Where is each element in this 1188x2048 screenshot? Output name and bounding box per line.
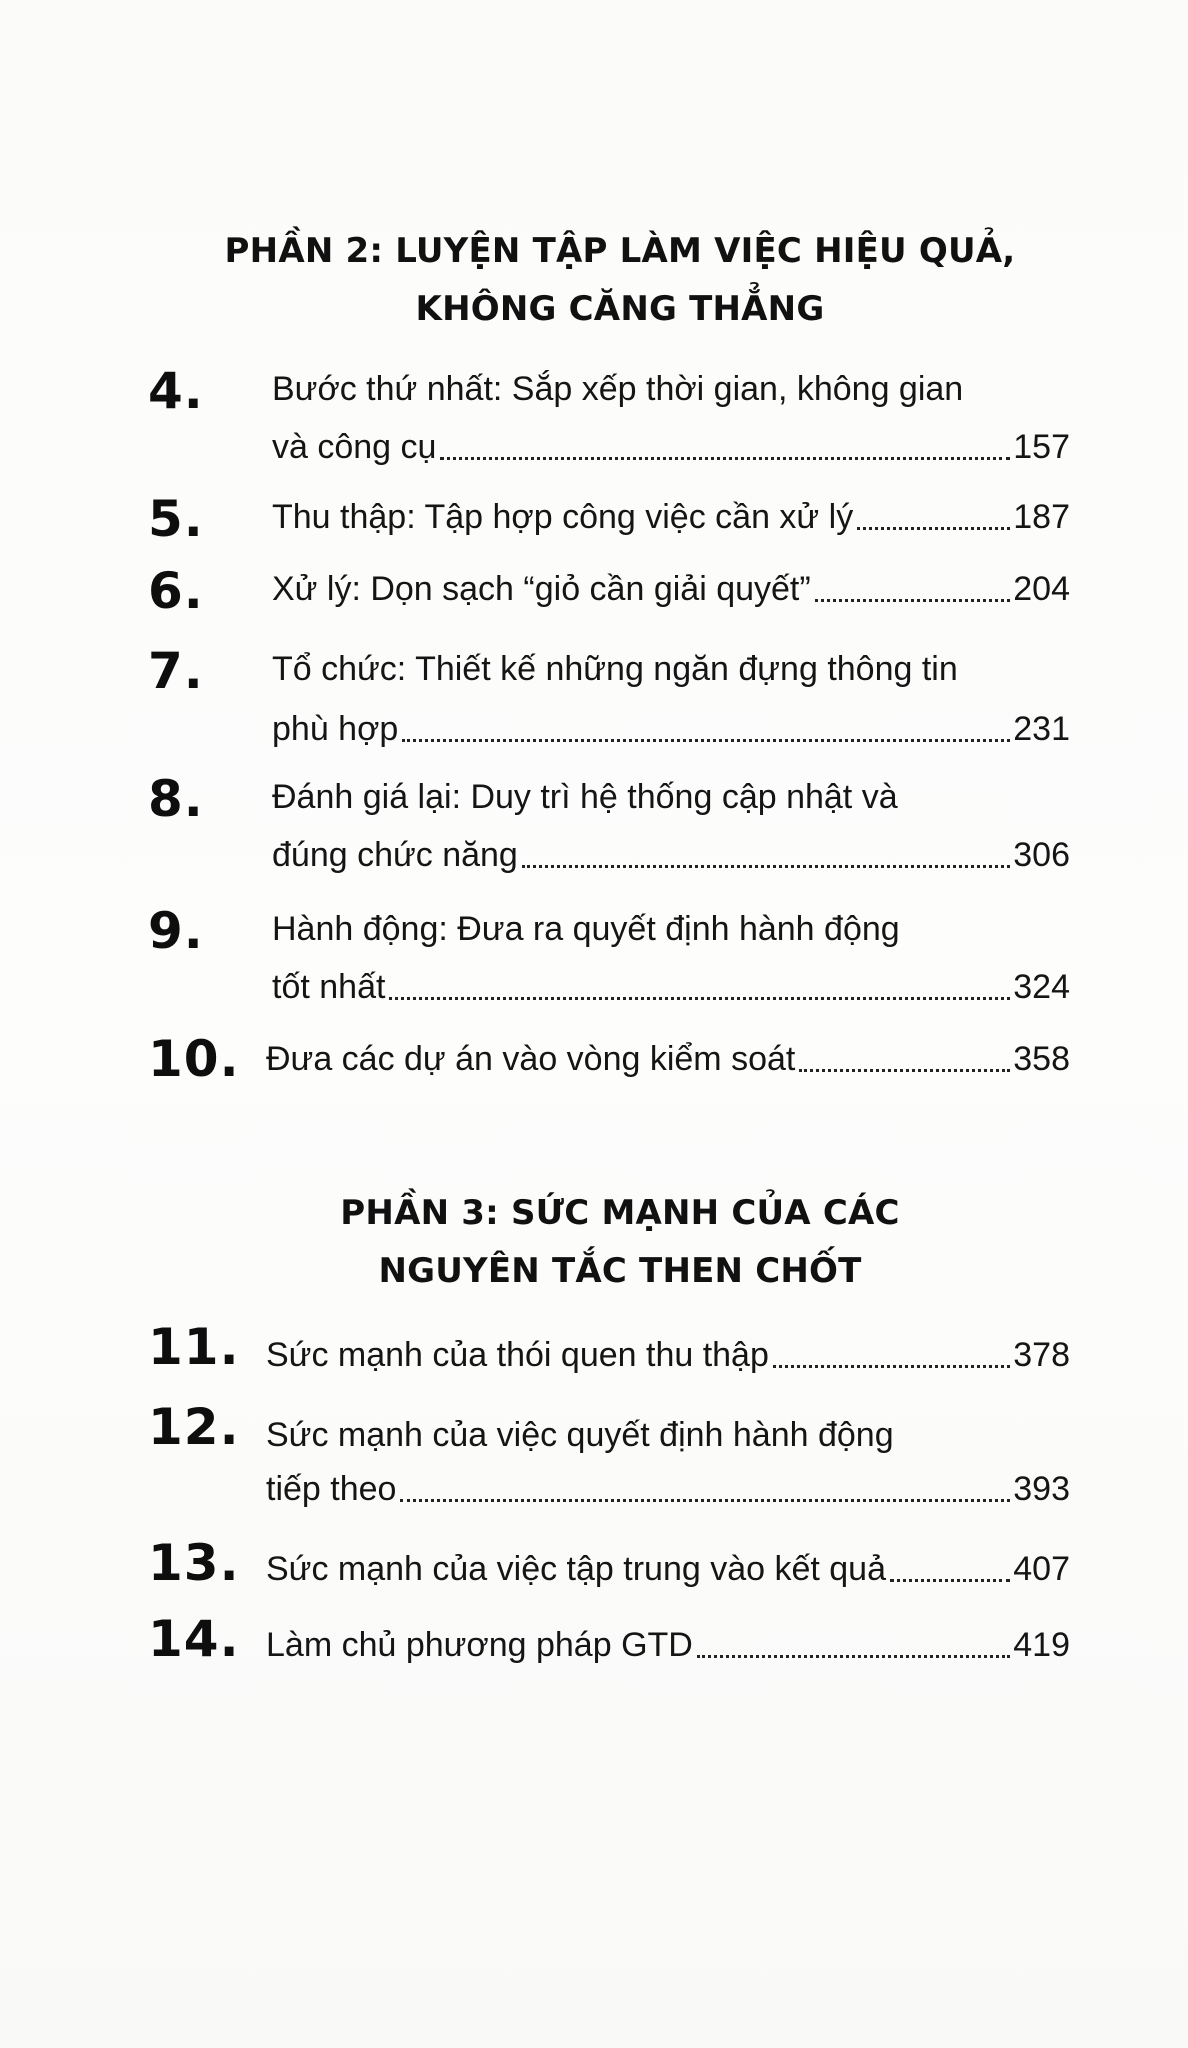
chapter-9-title-line-1: Hành động: Đưa ra quyết định hành động xyxy=(272,910,900,948)
dot-leader xyxy=(440,457,1010,460)
toc-entry-chapter-4[interactable] xyxy=(272,418,1070,476)
toc-entry-chapter-12[interactable] xyxy=(266,1460,1070,1518)
toc-entry-chapter-5[interactable] xyxy=(272,488,1070,546)
dot-leader xyxy=(402,739,1010,742)
dot-leader xyxy=(799,1069,1010,1072)
toc-entry-chapter-10[interactable] xyxy=(266,1030,1070,1088)
part-2-heading-line-2: KHÔNG CĂNG THẲNG xyxy=(415,289,825,329)
chapter-4-title-line-1: Bước thứ nhất: Sắp xếp thời gian, không gian xyxy=(272,370,964,408)
chapter-11-page: 378 xyxy=(1013,1336,1070,1374)
part-3-heading xyxy=(150,1184,1090,1300)
chapter-7-title-line-2: phù hợp xyxy=(272,710,399,748)
chapter-7-page: 231 xyxy=(1013,710,1070,748)
dot-leader xyxy=(522,865,1010,868)
dot-leader xyxy=(815,599,1011,602)
toc-entry-chapter-6[interactable] xyxy=(272,560,1070,618)
part-2-heading xyxy=(150,222,1090,338)
chapter-8-title-line-2: đúng chức năng xyxy=(272,836,518,874)
chapter-10-page: 358 xyxy=(1013,1040,1070,1078)
chapter-13-title: Sức mạnh của việc tập trung vào kết quả xyxy=(266,1550,887,1588)
chapter-9-title-line-2: tốt nhất xyxy=(272,968,386,1006)
chapter-4-number: 4. xyxy=(148,362,204,420)
chapter-12-title-line-1: Sức mạnh của việc quyết định hành động xyxy=(266,1416,894,1454)
chapter-13-page: 407 xyxy=(1013,1550,1070,1588)
toc-entry-chapter-7[interactable] xyxy=(272,700,1070,758)
toc-entry-chapter-13[interactable] xyxy=(266,1540,1070,1598)
chapter-10-title: Đưa các dự án vào vòng kiểm soát xyxy=(266,1040,796,1078)
chapter-8-title-line-1: Đánh giá lại: Duy trì hệ thống cập nhật và xyxy=(272,778,898,816)
part-2-heading-line-1: PHẦN 2: LUYỆN TẬP LÀM VIỆC HIỆU QUẢ, xyxy=(224,231,1016,271)
chapter-9-page: 324 xyxy=(1013,968,1070,1006)
chapter-9-number: 9. xyxy=(148,902,204,960)
chapter-4-page: 157 xyxy=(1013,428,1070,466)
chapter-6-number: 6. xyxy=(148,562,204,620)
chapter-7-number: 7. xyxy=(148,642,204,700)
part-3-heading-line-1: PHẦN 3: SỨC MẠNH CỦA CÁC xyxy=(340,1193,900,1233)
chapter-8-page: 306 xyxy=(1013,836,1070,874)
chapter-12-page: 393 xyxy=(1013,1470,1070,1508)
chapter-11-number: 11. xyxy=(148,1318,240,1376)
chapter-10-number: 10. xyxy=(148,1030,240,1088)
chapter-6-title: Xử lý: Dọn sạch “giỏ cần giải quyết” xyxy=(272,570,811,608)
chapter-14-title: Làm chủ phương pháp GTD xyxy=(266,1626,693,1664)
chapter-14-number: 14. xyxy=(148,1610,240,1668)
dot-leader xyxy=(773,1365,1010,1368)
toc-entry-chapter-14[interactable] xyxy=(266,1616,1070,1674)
chapter-4-title-line-2: và công cụ xyxy=(272,428,437,466)
dot-leader xyxy=(389,997,1010,1000)
chapter-5-page: 187 xyxy=(1013,498,1070,536)
chapter-8-number: 8. xyxy=(148,770,204,828)
toc-entry-chapter-11[interactable] xyxy=(266,1326,1070,1384)
chapter-13-number: 13. xyxy=(148,1534,240,1592)
chapter-5-title: Thu thập: Tập hợp công việc cần xử lý xyxy=(272,498,854,536)
toc-entry-chapter-9[interactable] xyxy=(272,958,1070,1016)
dot-leader xyxy=(857,527,1010,530)
chapter-5-number: 5. xyxy=(148,490,204,548)
part-3-heading-line-2: NGUYÊN TẮC THEN CHỐT xyxy=(378,1251,862,1291)
chapter-6-page: 204 xyxy=(1013,570,1070,608)
chapter-12-number: 12. xyxy=(148,1398,240,1456)
chapter-12-title-line-2: tiếp theo xyxy=(266,1470,397,1508)
dot-leader xyxy=(697,1655,1010,1658)
chapter-14-page: 419 xyxy=(1013,1626,1070,1664)
dot-leader xyxy=(890,1579,1010,1582)
toc-entry-chapter-8[interactable] xyxy=(272,826,1070,884)
dot-leader xyxy=(400,1499,1010,1502)
chapter-7-title-line-1: Tổ chức: Thiết kế những ngăn đựng thông tin xyxy=(272,650,958,688)
chapter-11-title: Sức mạnh của thói quen thu thập xyxy=(266,1336,769,1374)
